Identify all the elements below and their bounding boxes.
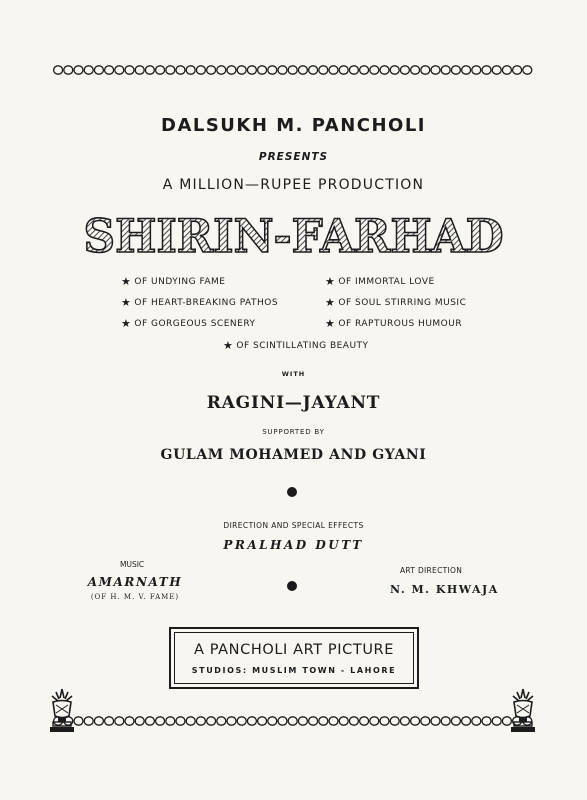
chain-link [523, 717, 532, 725]
music-label: MUSIC [120, 560, 145, 569]
chain-link [278, 66, 287, 74]
chain-link [309, 66, 318, 74]
chain-link [74, 717, 83, 725]
chain-link [186, 717, 195, 725]
chain-link [207, 717, 216, 725]
chain-link [166, 66, 175, 74]
chain-link [247, 66, 256, 74]
chain-link [135, 717, 144, 725]
chain-link [502, 717, 511, 725]
chain-link [176, 717, 185, 725]
with-label: WITH [281, 370, 306, 378]
chain-link [441, 717, 450, 725]
chain-link [258, 66, 267, 74]
lead-stars: RAGINI—JAYANT [206, 393, 381, 413]
chain-link [54, 717, 63, 725]
production-tagline: A MILLION—RUPEE PRODUCTION [162, 177, 425, 193]
chain-link [145, 717, 154, 725]
feature-heart-breaking-pathos: ★ OF HEART-BREAKING PATHOS [121, 296, 279, 309]
music-director-note: (OF H. M. V. FAME) [90, 593, 180, 601]
chain-link [513, 66, 522, 74]
chain-link [237, 66, 246, 74]
feature-rapturous-humour: ★ OF RAPTUROUS HUMOUR [325, 317, 463, 330]
chain-link [115, 66, 124, 74]
chain-link [115, 717, 124, 725]
chain-link [431, 66, 440, 74]
chain-link [288, 66, 297, 74]
chain-link [380, 717, 389, 725]
chain-link [207, 66, 216, 74]
chain-link [462, 717, 471, 725]
chain-link [390, 66, 399, 74]
chain-link [298, 717, 307, 725]
supporting-cast: GULAM MOHAMED AND GYANI [160, 447, 427, 463]
chain-link [84, 717, 93, 725]
chain-link [156, 717, 165, 725]
chain-link [329, 717, 338, 725]
supported-by-label: SUPPORTED BY [262, 428, 325, 436]
chain-link [54, 66, 63, 74]
studio-banner [169, 627, 419, 689]
feature-undying-fame: ★ OF UNDYING FAME [121, 275, 226, 288]
chain-link [451, 717, 460, 725]
chain-link [237, 717, 246, 725]
chain-link [482, 717, 491, 725]
chain-link [258, 717, 267, 725]
chain-link [298, 66, 307, 74]
chain-link [431, 717, 440, 725]
chain-link [400, 66, 409, 74]
star-bullet-icon: ★ [223, 339, 234, 352]
chain-link [492, 66, 501, 74]
producer-name: DALSUKH M. PANCHOLI [161, 115, 426, 136]
chain-link [288, 717, 297, 725]
studio-banner-subtitle: STUDIOS: MUSLIM TOWN - LAHORE [191, 666, 397, 675]
chain-link [64, 717, 73, 725]
director-name: PRALHAD DUTT [223, 538, 364, 552]
chain-link [349, 717, 358, 725]
chain-link [390, 717, 399, 725]
star-bullet-icon: ★ [325, 317, 336, 330]
top-chain-border [50, 63, 538, 77]
separator-dot [287, 487, 297, 497]
star-bullet-icon: ★ [325, 296, 336, 309]
music-director-name: AMARNATH [87, 575, 183, 589]
chain-link [247, 717, 256, 725]
chain-link [319, 717, 328, 725]
chain-link [492, 717, 501, 725]
chain-link [451, 66, 460, 74]
chain-link [125, 717, 134, 725]
chain-link [196, 717, 205, 725]
chain-link [94, 717, 103, 725]
chain-link [186, 66, 195, 74]
chain-link [339, 66, 348, 74]
chain-link [166, 717, 175, 725]
chain-link [105, 66, 114, 74]
studio-banner-inner-border [174, 632, 414, 684]
presents-label: PRESENTS [258, 151, 329, 163]
chain-link [360, 66, 369, 74]
chain-link [411, 717, 420, 725]
chain-link [196, 66, 205, 74]
chain-link [329, 66, 338, 74]
chain-link [176, 66, 185, 74]
chain-link [482, 66, 491, 74]
chain-link [380, 66, 389, 74]
separator-dot [287, 581, 297, 591]
film-title-text: SHIRIN-FARHAD [83, 209, 504, 263]
star-bullet-icon: ★ [121, 275, 132, 288]
chain-link [268, 717, 277, 725]
chain-link [319, 66, 328, 74]
chain-link [74, 66, 83, 74]
chain-link [84, 66, 93, 74]
feature-soul-stirring-music: ★ OF SOUL STIRRING MUSIC [325, 296, 467, 309]
chain-link [227, 717, 236, 725]
chain-link [411, 66, 420, 74]
chain-link [421, 717, 430, 725]
studio-banner-title: A PANCHOLI ART PICTURE [194, 642, 394, 658]
chain-link [421, 66, 430, 74]
chain-link [268, 66, 277, 74]
chain-link [349, 66, 358, 74]
chain-link [64, 66, 73, 74]
chain-link [145, 66, 154, 74]
direction-label: DIRECTION AND SPECIAL EFFECTS [223, 521, 364, 530]
film-title [80, 205, 507, 265]
chain-link [339, 717, 348, 725]
feature-scintillating-beauty: ★ OF SCINTILLATING BEAUTY [223, 339, 369, 352]
star-bullet-icon: ★ [121, 296, 132, 309]
chain-link [370, 66, 379, 74]
chain-link [523, 66, 532, 74]
chain-link [472, 717, 481, 725]
chain-link [135, 66, 144, 74]
bottom-chain-border [50, 714, 538, 728]
chain-link [156, 66, 165, 74]
feature-immortal-love: ★ OF IMMORTAL LOVE [325, 275, 435, 288]
chain-link [94, 66, 103, 74]
chain-link [370, 717, 379, 725]
chain-link [309, 717, 318, 725]
star-bullet-icon: ★ [325, 275, 336, 288]
chain-link [125, 66, 134, 74]
chain-link [502, 66, 511, 74]
star-bullet-icon: ★ [121, 317, 132, 330]
chain-link [227, 66, 236, 74]
chain-link [217, 717, 226, 725]
chain-link [217, 66, 226, 74]
feature-gorgeous-scenery: ★ OF GORGEOUS SCENERY [121, 317, 256, 330]
chain-link [513, 717, 522, 725]
chain-link [105, 717, 114, 725]
chain-link [462, 66, 471, 74]
chain-link [441, 66, 450, 74]
chain-link [472, 66, 481, 74]
chain-link [400, 717, 409, 725]
art-director-name: N. M. KHWAJA [390, 583, 499, 596]
chain-link [360, 717, 369, 725]
chain-link [278, 717, 287, 725]
art-direction-label: ART DIRECTION [400, 566, 463, 575]
